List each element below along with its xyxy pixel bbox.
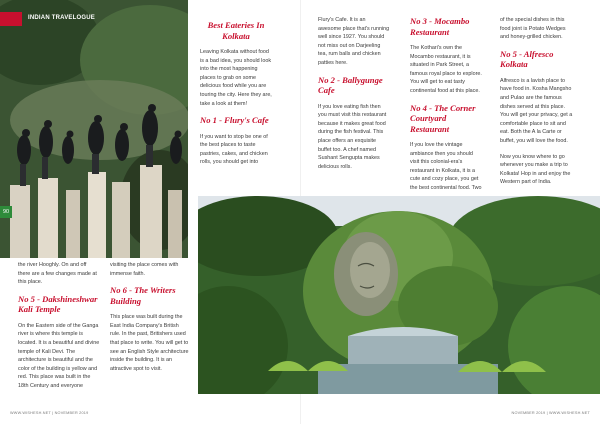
birds-on-posts-photo [0,0,188,258]
section-tag [0,14,188,26]
heading-mocambo: No 3 - Mocambo Restaurant [410,16,470,37]
flurys-paragraph-start: If you want to stop be one of the best places to taste pastries, cakes, and chicken rolls, you should get into [200,133,268,166]
hooghly-paragraph: the river Hooghly. On and off there are a few changes made at this place. [18,262,97,286]
heading-ballygunge-cafe: No 2 - Ballygunge Cafe [318,74,383,96]
flurys-paragraph-end: Flury's Cafe. It is an awesome place that's running well since 1927. You should not miss out on Darjeeling tea, rum balls and chicken patties here. [318,17,390,66]
heading-corner-courtyard: No 4 - The Corner Courtyard Restaurant [410,102,476,134]
column-three [410,16,482,200]
ballygunge-paragraph: If you love eating fish then you must visit this restaurant because it makes great food during the fish festival. This place offers an exquisite buffet too. A chef named Sushant Sengupta makes delicious rolls. [318,103,387,170]
topiary-statue-photo [198,196,600,394]
heading-writers-building: No 6 - The Writers Building [110,285,176,306]
heading-flurys-cafe: No 1 - Flury's Cafe [200,115,269,126]
footer-left: WWW.WISHESH.NET | NOVEMBER 2019 [10,411,89,415]
page-number: 90 [0,206,12,218]
writers-building-paragraph: This place was built during the East India Company's British rule. In the past, Britishers used that place to write. You will get to see an English Style architecture inside the building. It is an attractive spot to visit. [110,314,189,372]
intro-paragraph: Leaving Kolkata without food is a bad idea, you should look into the most happening places to grab on some delicious food while you are touring the city. Here they are, take a look at them! [200,49,272,107]
corner-courtyard-paragraph: If you love the vintage ambiance then you should visit this colonial-era's restaurant in Kolkata, it is a cute and cozy place, you get the best continental food. Two [410,142,482,192]
birds-photo-illustration [0,0,188,258]
alfresco-paragraph: Alfresco is a lavish place to have food in. Kosha Mangsho and Pulao are the famous dishes served at this place. You will get your privacy, get a comfortable place to sit and eat. Both the A la Carte or buffet, you will love the food. [500,77,573,144]
heading-dakshineshwar: No 5 - Dakshineshwar Kali Temple [18,293,98,315]
footer-right: NOVEMBER 2019 | WWW.WISHESH.NET [511,411,590,415]
heading-alfresco: No 5 - Alfresco Kolkata [500,48,554,70]
dakshineshwar-paragraph: On the Eastern side of the Ganga river is where this temple is located. It is a beautiful and divine temple of Kali Devi. The architecture is beautiful and the color of the building is yellow and red. This place was built in the 18th Century and everyone [18,322,100,389]
column-five [18,261,100,398]
statue-photo-illustration [198,196,600,394]
mocambo-paragraph: The Kothari's own the Mocambo restaurant, it is situated in Park Street, a famous royal place to explore. You will get to eat tasty continental food at this place. [410,45,482,94]
column-best-eateries [200,20,272,174]
column-four [500,16,574,194]
section-title: INDIAN TRAVELOGUE [28,15,95,21]
heading-best-eateries: Best Eateries In Kolkata [207,20,265,41]
column-six [110,261,190,380]
closing-paragraph: Now you know where to go whenever you make a trip to Kolkata! Hop in and enjoy the Western part of India. [500,153,571,186]
column-two [318,16,390,178]
corner-courtyard-paragraph-end: of the special dishes in this food joint is Potato Wedges and honey-grilled chicken. [500,17,566,41]
faith-paragraph: visiting the place comes with immense faith. [110,262,179,277]
